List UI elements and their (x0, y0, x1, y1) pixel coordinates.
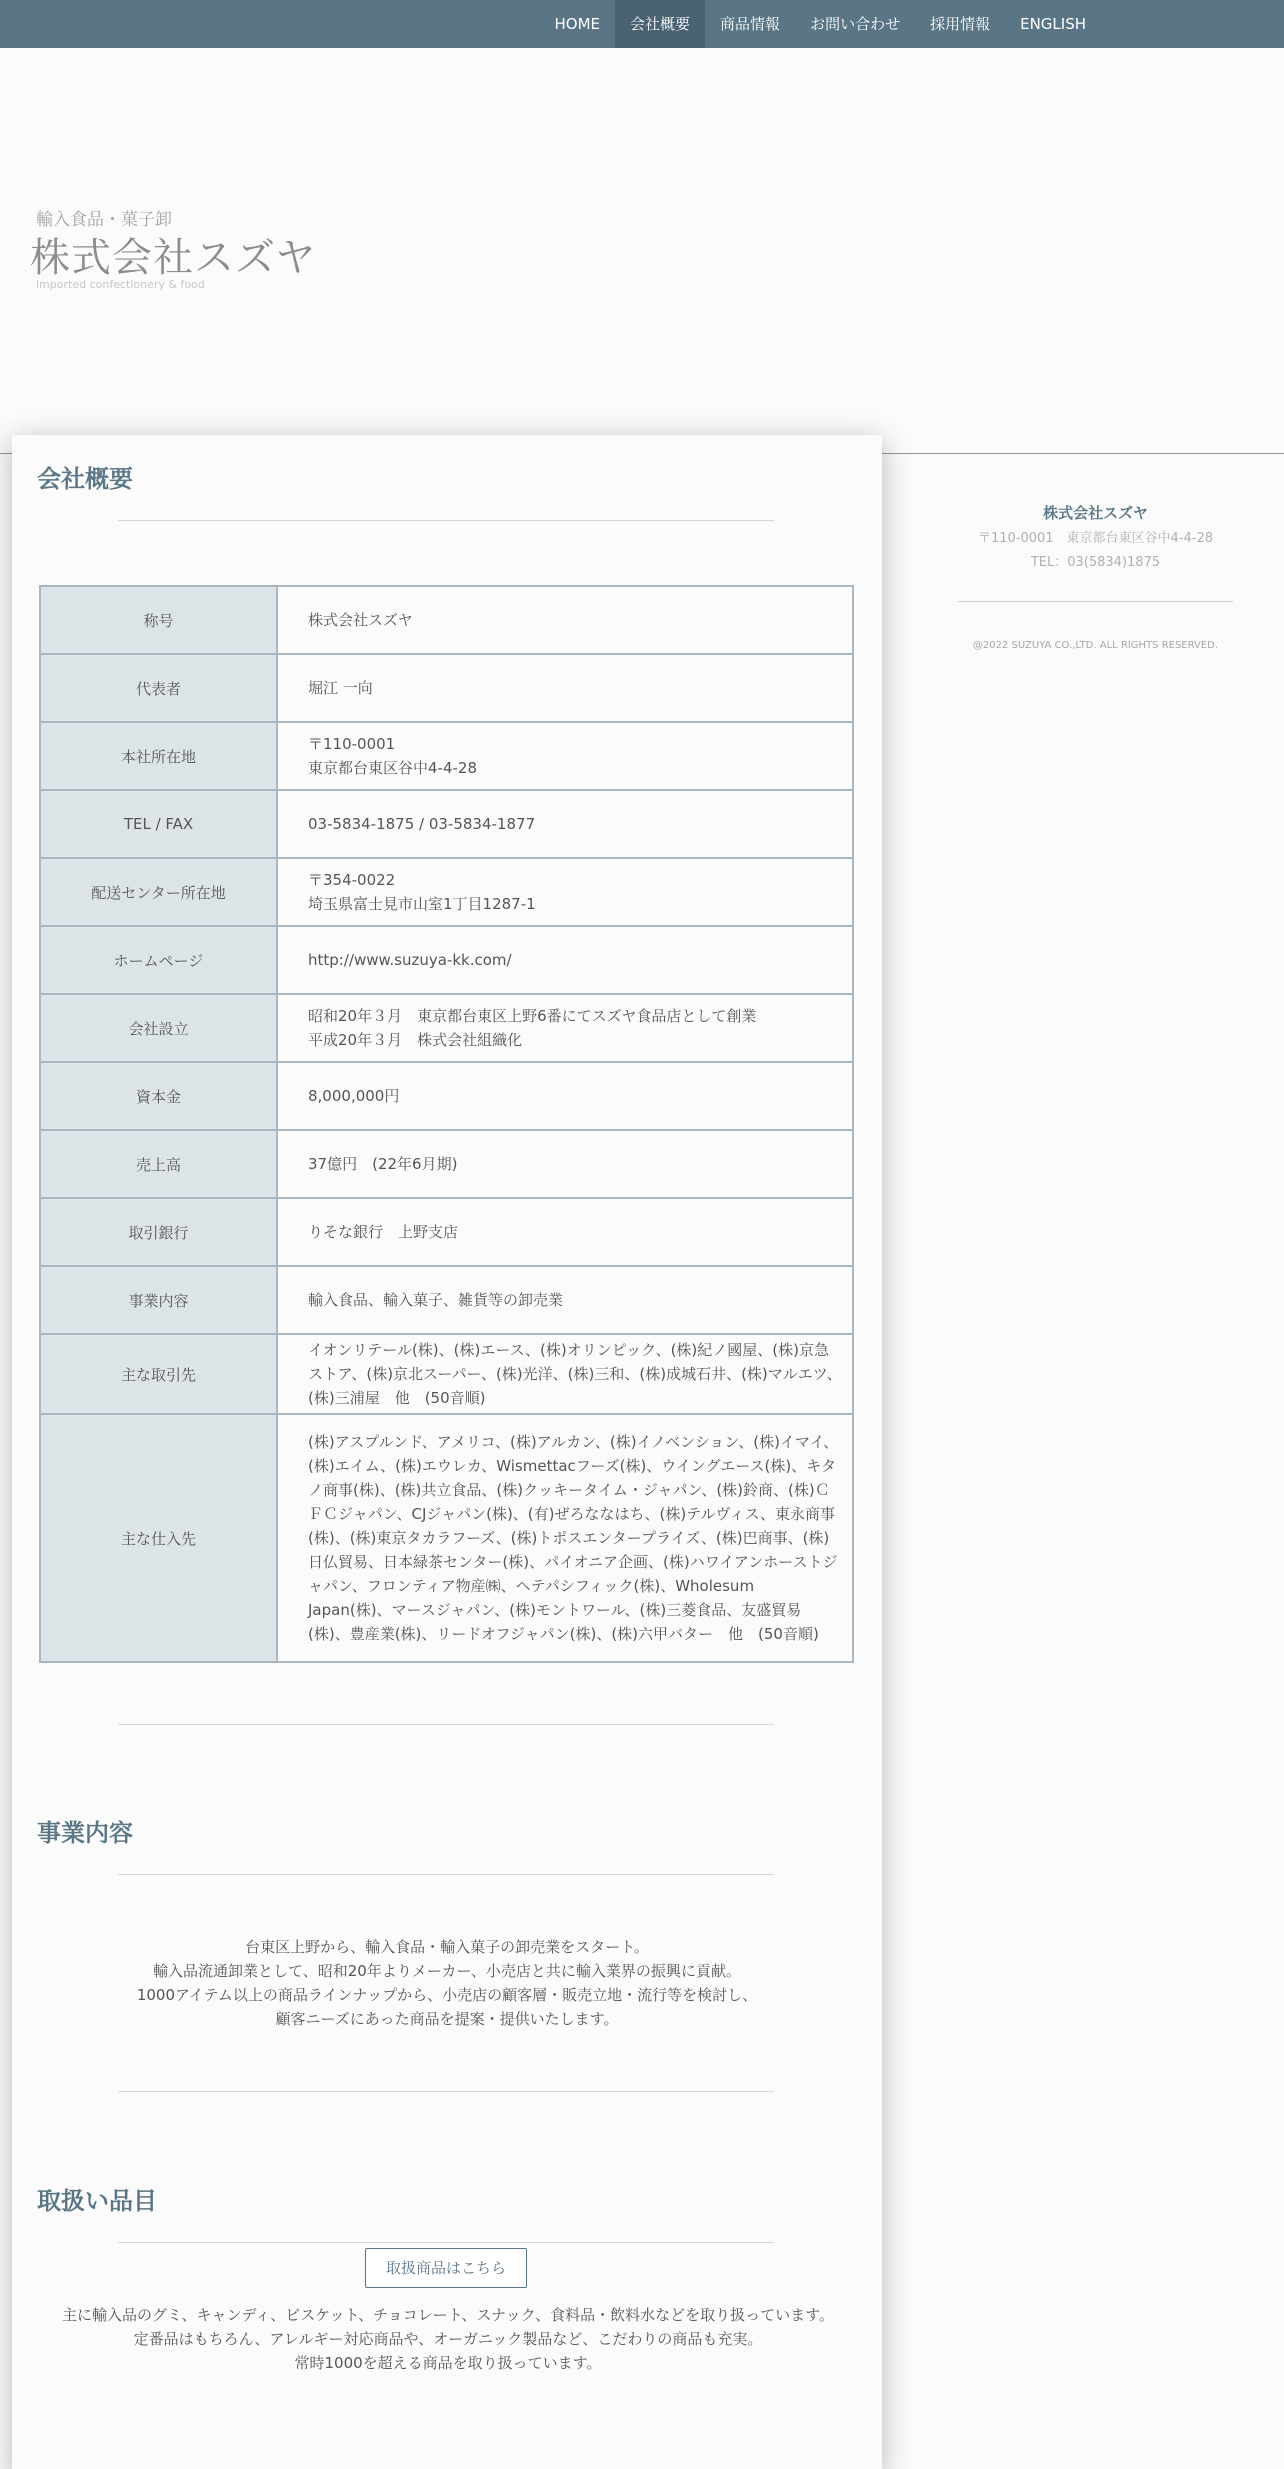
info-row (40, 1334, 853, 1414)
info-label: 会社設立 (40, 994, 277, 1062)
info-label: ホームページ (40, 926, 277, 994)
brand-subtitle: 輸入食品・菓子卸 (36, 210, 172, 230)
sidebar-address-block (958, 527, 1233, 575)
info-value-line: 昭和20年３月 東京都台東区上野6番にてスズヤ食品店として創業 (308, 1007, 757, 1025)
info-value-line: 堀江 一向 (308, 679, 373, 697)
info-value (277, 722, 853, 790)
info-label: 代表者 (40, 654, 277, 722)
brand-title[interactable]: 株式会社スズヤ (30, 235, 317, 281)
info-value (277, 1062, 853, 1130)
info-label: 売上高 (40, 1130, 277, 1198)
company-info-table (39, 585, 854, 1663)
info-row (40, 1062, 853, 1130)
info-value (277, 1198, 853, 1266)
info-value-line: 輸入食品、輸入菓子、雑貨等の卸売業 (308, 1291, 564, 1309)
info-value-line: 東京都台東区谷中4-4-28 (308, 759, 477, 777)
business-text (34, 1935, 860, 2031)
products-link-button[interactable]: 取扱商品はこちら (365, 2248, 527, 2288)
info-label: 資本金 (40, 1062, 277, 1130)
info-value-line: りそな銀行 上野支店 (308, 1223, 459, 1241)
info-value-line: http://www.suzuya-kk.com/ (308, 951, 512, 969)
info-value-line: 03-5834-1875 / 03-5834-1877 (308, 815, 536, 833)
products-line: 定番品はもちろん、アレルギー対応商品や、オーガニック製品など、こだわりの商品も充実。 (133, 2330, 763, 2348)
content-card (12, 435, 882, 2469)
products-title: 取扱い品目 (37, 2187, 157, 2215)
info-value[interactable] (277, 926, 853, 994)
info-label: TEL / FAX (40, 790, 277, 858)
info-value-line: イオンリテール(株)、(株)エース、(株)オリンピック、(株)紀ノ國屋、(株)京急ストア、(株)京北スーパー、(株)光洋、(株)三和、(株)成城石井、(株)マルエツ、(株)三浦屋 他 (50音順) (308, 1341, 842, 1407)
business-line: 台東区上野から、輸入食品・輸入菓子の卸売業をスタート。 (245, 1938, 649, 1956)
info-row (40, 858, 853, 926)
info-row (40, 994, 853, 1062)
info-row (40, 1266, 853, 1334)
info-value (277, 586, 853, 654)
nav-menu (540, 0, 1101, 48)
info-row (40, 586, 853, 654)
info-value-line: 〒354-0022 (308, 871, 396, 889)
top-nav (0, 0, 1284, 48)
info-row (40, 722, 853, 790)
info-row (40, 926, 853, 994)
info-label: 取引銀行 (40, 1198, 277, 1266)
products-text (48, 2303, 848, 2375)
overview-bottom-divider (118, 1724, 774, 1725)
nav-item-3[interactable]: お問い合わせ (810, 15, 901, 33)
info-value-line: (株)アスプルンド、アメリコ、(株)アルカン、(株)イノベンション、(株)イマイ、(株)エイム、(株)エウレカ、Wismettacフーズ(株)、ウイングエース(株)、キタノ商事(株)、(株)共立食品、(株)クッキータイム・ジャパン、(株)鈴商、(株)ＣＦＣジャパン、CJジャパン(株)、(有)ぜろななはち、(株)テルヴィス、東永商事(株)、(株)東京タカラフーズ、(株)トポスエンタープライズ、(株)巴商事、(株)日仏貿易、日本緑茶センター(株)、パイオニア企画、(株)ハワイアンホーストジャパン、フロンティア物産㈱、ヘテパシフィック(株)、Wholesum Japan(株)、マースジャパン、(株)モントワール、(株)三菱食品、友盛貿易(株)、豊産業(株)、リードオフジャパン(株)、(株)六甲バター 他 (50音順) (308, 1433, 839, 1643)
nav-item-1[interactable]: 会社概要 (615, 0, 705, 48)
info-row (40, 1198, 853, 1266)
info-value (277, 1414, 853, 1662)
sidebar-copyright: @2022 SUZUYA CO.,LTD. ALL RIGHTS RESERVED. (972, 640, 1219, 651)
nav-item-5[interactable]: ENGLISH (1020, 15, 1086, 33)
overview-title: 会社概要 (37, 465, 133, 493)
nav-item-4[interactable]: 採用情報 (930, 15, 991, 33)
info-label: 本社所在地 (40, 722, 277, 790)
sidebar-company-name: 株式会社スズヤ (1043, 504, 1148, 522)
info-label: 事業内容 (40, 1266, 277, 1334)
info-value (277, 1130, 853, 1198)
info-row (40, 1130, 853, 1198)
business-divider (118, 1874, 774, 1875)
info-label: 配送センター所在地 (40, 858, 277, 926)
products-line: 常時1000を超える商品を取り扱っています。 (294, 2354, 602, 2372)
info-value-line: 株式会社スズヤ (308, 611, 413, 629)
business-title: 事業内容 (37, 1819, 133, 1847)
info-value-line: 埼玉県富士見市山室1丁目1287-1 (308, 895, 536, 913)
business-bottom-divider (118, 2091, 774, 2092)
sidebar-tel: TEL：03(5834)1875 (1030, 555, 1161, 570)
sidebar-divider (958, 601, 1233, 602)
business-line: 顧客ニーズにあった商品を提案・提供いたします。 (275, 2010, 619, 2028)
products-divider (118, 2242, 774, 2243)
info-value (277, 790, 853, 858)
info-value (277, 1334, 853, 1414)
info-value-line: 8,000,000円 (308, 1087, 400, 1105)
business-line: 1000アイテム以上の商品ラインナップから、小売店の顧客層・販売立地・流行等を検討し、 (136, 1986, 758, 2004)
info-value (277, 654, 853, 722)
info-label: 主な取引先 (40, 1334, 277, 1414)
nav-item-2[interactable]: 商品情報 (720, 15, 781, 33)
info-label: 称号 (40, 586, 277, 654)
info-label: 主な仕入先 (40, 1414, 277, 1662)
brand-tagline: imported confectionery & food (36, 278, 205, 291)
info-value (277, 858, 853, 926)
sidebar-address: 〒110-0001 東京都台東区谷中4-4-28 (977, 531, 1214, 546)
nav-item-0[interactable]: HOME (554, 15, 601, 33)
overview-divider (118, 520, 774, 521)
info-value (277, 1266, 853, 1334)
info-row (40, 1414, 853, 1662)
business-line: 輸入品流通卸業として、昭和20年よりメーカー、小売店と共に輸入業界の振興に貢献。 (153, 1962, 741, 1980)
info-value (277, 994, 853, 1062)
info-value-line: 37億円 (22年6月期) (308, 1155, 458, 1173)
info-value-line: 〒110-0001 (308, 735, 396, 753)
info-row (40, 654, 853, 722)
info-value-line: 平成20年３月 株式会社組織化 (308, 1031, 523, 1049)
products-line: 主に輸入品のグミ、キャンディ、ビスケット、チョコレート、スナック、食料品・飲料水などを取り扱っています。 (62, 2306, 834, 2324)
info-row (40, 790, 853, 858)
